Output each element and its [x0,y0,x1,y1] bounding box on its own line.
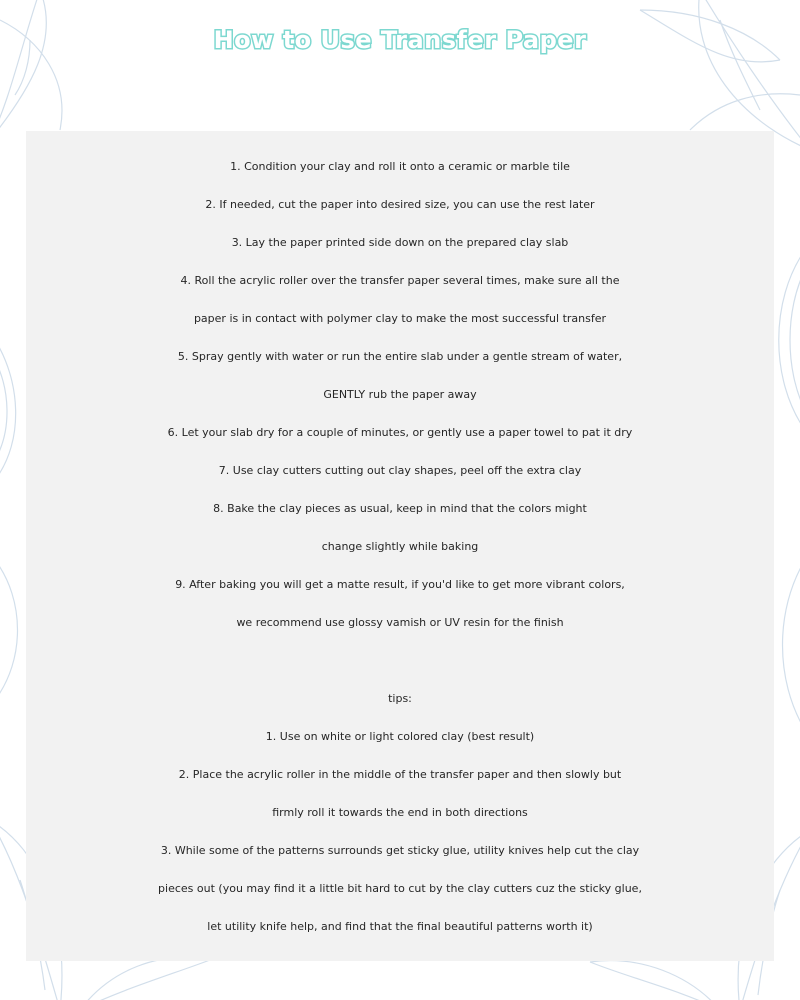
step-line: we recommend use glossy vamish or UV resin for the finish [236,616,564,629]
step-line: 4. Roll the acrylic roller over the transfer paper several times, make sure all the [180,274,620,287]
tip-line: pieces out (you may find it a little bit hard to cut by the clay cutters cuz the sticky glue, [158,882,642,895]
tip-line: firmly roll it towards the end in both directions [272,806,528,819]
step-line: 5. Spray gently with water or run the entire slab under a gentle stream of water, [177,350,623,363]
tip-line: 1. Use on white or light colored clay (best result) [265,730,535,743]
step-line: 8. Bake the clay pieces as usual, keep in mind that the colors might [213,502,587,515]
step-line: paper is in contact with polymer clay to make the most successful transfer [193,312,607,325]
step-line: 2. If needed, cut the paper into desired size, you can use the rest later [205,198,595,211]
tip-line: let utility knife help, and find that the final beautiful patterns worth it) [207,920,593,933]
instructions-content [26,148,774,946]
step-line: 7. Use clay cutters cutting out clay shapes, peel off the extra clay [218,464,582,477]
spacer [26,642,774,680]
step-line: 1. Condition your clay and roll it onto a ceramic or marble tile [230,160,570,173]
tip-line: 2. Place the acrylic roller in the middle of the transfer paper and then slowly but [178,768,622,781]
step-line: 9. After baking you will get a matte result, if you'd like to get more vibrant colors, [175,578,625,591]
page-title: How to Use Transfer Paper [213,26,587,54]
step-line: 6. Let your slab dry for a couple of minutes, or gently use a paper towel to pat it dry [167,426,633,439]
step-line: GENTLY rub the paper away [323,388,477,401]
step-line: change slightly while baking [321,540,479,553]
step-line: 3. Lay the paper printed side down on the prepared clay slab [231,236,569,249]
tip-line: 3. While some of the patterns surrounds get sticky glue, utility knives help cut the clay [160,844,640,857]
tips-heading: tips: [388,692,412,705]
